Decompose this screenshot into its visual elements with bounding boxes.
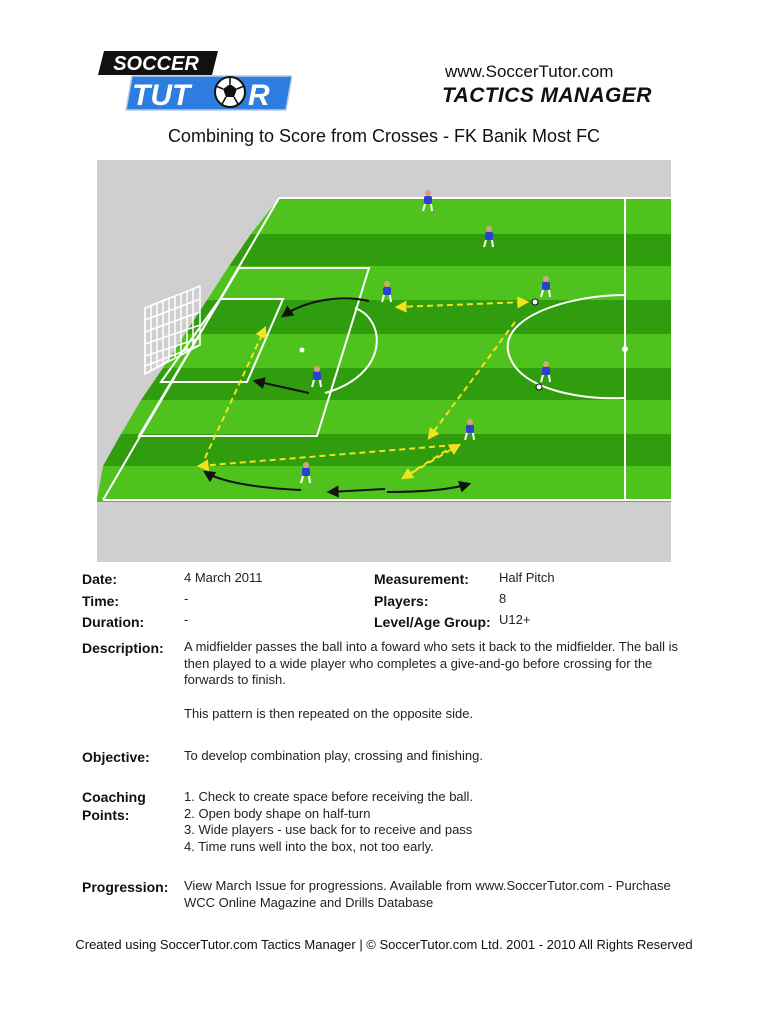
objective-text: To develop combination play, crossing and finishing. — [184, 748, 483, 763]
description-text: A midfielder passes the ball into a foward who sets it back to the midfielder. The ball is then played to a wide player who completes a give-and-go before crossing for the forwards to finish. — [184, 639, 679, 687]
level-label: Level/Age Group: — [374, 614, 491, 630]
players-value: 8 — [499, 591, 507, 606]
objective-label: Objective: — [82, 749, 150, 765]
soccer-ball-icon — [215, 77, 245, 107]
ball — [300, 348, 305, 353]
players-label: Players: — [374, 593, 429, 609]
time-value: - — [184, 591, 189, 606]
coaching-label-line1: Coaching — [82, 789, 146, 805]
site-url: www.SoccerTutor.com — [445, 62, 614, 81]
pitch-diagram — [97, 160, 671, 562]
description-label: Description: — [82, 640, 164, 656]
measurement-label: Measurement: — [374, 571, 469, 587]
logo-word-r: R — [248, 79, 270, 112]
soccer-tutor-logo — [96, 48, 292, 114]
logo-word-top: SOCCER — [113, 53, 199, 75]
level-value: U12+ — [499, 612, 531, 627]
ball — [532, 299, 538, 305]
copyright-footer: Created using SoccerTutor.com Tactics Manager | © SoccerTutor.com Ltd. 2001 - 2010 All Rights Reserved — [75, 937, 693, 952]
page-title: Combining to Score from Crosses - FK Banik Most FC — [167, 126, 601, 146]
coaching-label-line2: Points: — [82, 807, 130, 823]
duration-label: Duration: — [82, 614, 145, 630]
measurement-value: Half Pitch — [499, 570, 555, 585]
time-label: Time: — [82, 593, 120, 609]
product-name: TACTICS MANAGER — [442, 84, 652, 107]
coaching-point: 2. Open body shape on half-turn — [184, 805, 371, 821]
ball — [536, 384, 542, 390]
coaching-point: 4. Time runs well into the box, not too early. — [184, 838, 434, 854]
progression-text: View March Issue for progressions. Available from www.SoccerTutor.com - Purchase WCC Online Magazine and Drills Database — [184, 878, 671, 910]
duration-value: - — [184, 612, 189, 627]
logo-word-tut: TUT — [132, 79, 191, 112]
date-label: Date: — [82, 571, 118, 587]
coaching-points-list — [184, 789, 699, 855]
progression-label: Progression: — [82, 879, 169, 895]
date-value: 4 March 2011 — [184, 570, 263, 585]
coaching-point: 3. Wide players - use back for to receive and pass — [184, 822, 473, 837]
description-text-2: This pattern is then repeated on the opposite side. — [184, 706, 474, 721]
coaching-point: 1. Check to create space before receiving the ball. — [184, 789, 474, 804]
